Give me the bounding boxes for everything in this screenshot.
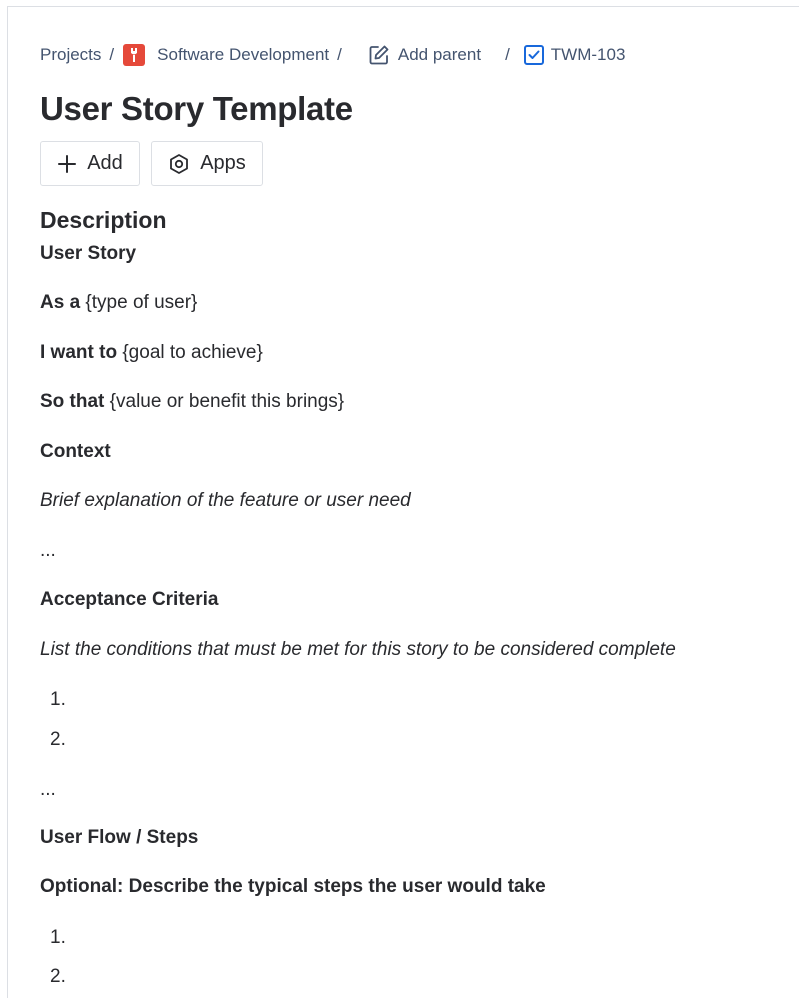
story-checkbox-icon [524, 45, 544, 65]
page-title[interactable]: User Story Template [40, 90, 353, 127]
so-that-value: {value or benefit this brings} [104, 391, 345, 412]
acceptance-criteria-text: List the conditions that must be met for this story to be considered complete [40, 639, 676, 660]
apps-button[interactable] [151, 141, 263, 186]
ellipsis: ... [40, 779, 56, 800]
breadcrumb [40, 44, 625, 66]
so-that-line [40, 391, 344, 413]
add-parent-button[interactable] [364, 44, 481, 66]
breadcrumb-issue-link[interactable] [524, 45, 626, 65]
as-a-line [40, 292, 197, 314]
i-want-value: {goal to achieve} [117, 342, 263, 363]
context-text: Brief explanation of the feature or user need [40, 490, 411, 511]
as-a-value: {type of user} [80, 292, 198, 313]
add-button[interactable] [40, 141, 140, 186]
i-want-line [40, 342, 263, 364]
acceptance-criteria-heading: Acceptance Criteria [40, 589, 219, 610]
hexagon-icon [168, 153, 190, 175]
add-parent-label: Add parent [397, 45, 482, 64]
i-want-label: I want to [40, 342, 118, 363]
so-that-label: So that [40, 391, 105, 412]
edit-icon [368, 44, 390, 66]
breadcrumb-separator: / [109, 45, 115, 64]
as-a-label: As a [40, 292, 81, 313]
apps-button-label: Apps [200, 152, 246, 174]
list-item: 1. [50, 927, 66, 948]
user-flow-text: Optional: Describe the typical steps the user would take [40, 876, 546, 897]
list-item: 2. [50, 966, 66, 987]
plus-icon [57, 154, 77, 174]
breadcrumb-project-link[interactable] [123, 44, 329, 66]
context-heading: Context [40, 441, 111, 462]
add-button-label: Add [87, 152, 123, 174]
ellipsis: ... [40, 540, 56, 561]
breadcrumb-separator: / [505, 45, 510, 64]
breadcrumb-projects-link[interactable]: Projects [40, 45, 102, 64]
list-item: 2. [50, 729, 66, 750]
list-item: 1. [50, 689, 66, 710]
user-story-heading: User Story [40, 243, 137, 264]
breadcrumb-separator: / [337, 45, 342, 64]
description-heading: Description [40, 207, 167, 233]
project-name: Software Development [157, 45, 330, 64]
issue-key: TWM-103 [550, 45, 626, 64]
user-flow-heading: User Flow / Steps [40, 827, 199, 848]
project-avatar-icon [123, 44, 145, 66]
